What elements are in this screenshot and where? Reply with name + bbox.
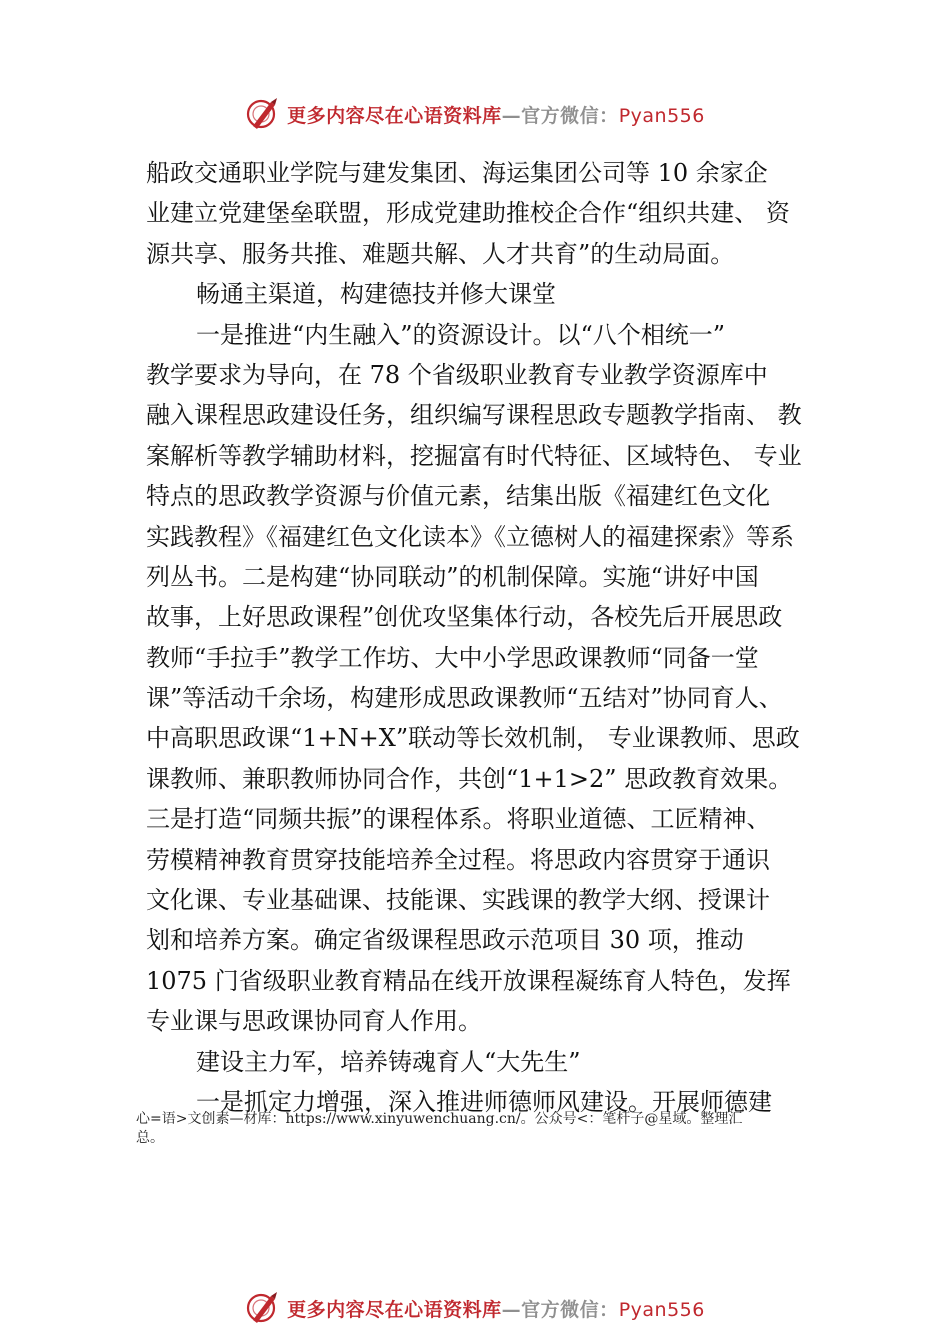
text-line: 文化课、专业基础课、技能课、实践课的教学大纲、授课计 xyxy=(146,886,770,915)
banner-main-text: 更多内容尽在心语资料库 xyxy=(287,1298,502,1321)
footer-line: 总。 xyxy=(136,1130,164,1146)
pen-logo-icon xyxy=(245,1290,281,1326)
banner-wechat-label: 官方微信： xyxy=(521,1298,619,1321)
pen-logo-icon xyxy=(245,96,281,132)
text-line: 特点的思政教学资源与价值元素，结集出版《福建红色文化 xyxy=(146,482,770,511)
section-heading: 建设主力军，培养铸魂育人“大先生” xyxy=(196,1047,581,1076)
text-line: 故事，上好思政课程”创优攻坚集体行动，各校先后开展思政 xyxy=(146,603,783,632)
banner-wechat-id: Pyan556 xyxy=(618,1298,705,1321)
page-footer xyxy=(136,1110,836,1148)
banner-text xyxy=(287,1295,705,1322)
banner-main-text: 更多内容尽在心语资料库 xyxy=(287,104,502,127)
text-line: 教师“手拉手”教学工作坊、大中小学思政课教师“同备一堂 xyxy=(146,643,759,672)
banner-text xyxy=(287,101,705,128)
text-line: 专业课与思政课协同育人作用。 xyxy=(146,1007,482,1036)
text-line: 一是抓定力增强，深入推进师德师风建设。开展师德建 xyxy=(196,1087,772,1116)
section-heading: 畅通主渠道，构建德技并修大课堂 xyxy=(196,280,556,309)
text-line: 源共享、服务共推、难题共解、人才共育”的生动局面。 xyxy=(146,239,735,268)
banner-wechat-label: 官方微信： xyxy=(521,104,619,127)
text-line: 1075 门省级职业教育精品在线开放课程凝练育人特色，发挥 xyxy=(146,966,791,995)
text-line: 劳模精神教育贯穿技能培养全过程。将思政内容贯穿于通识 xyxy=(146,845,770,874)
banner-wechat-id: Pyan556 xyxy=(618,104,705,127)
banner-separator: — xyxy=(501,104,522,127)
text-line: 教学要求为导向，在 78 个省级职业教育专业教学资源库中 xyxy=(146,360,768,389)
text-line: 实践教程》《福建红色文化读本》《立德树人的福建探索》等系 xyxy=(146,522,794,551)
document-body xyxy=(146,153,826,1122)
text-line: 三是打造“同频共振”的课程体系。将职业道德、工匠精神、 xyxy=(146,805,771,834)
text-line: 列丛书。二是构建“协同联动”的机制保障。实施“讲好中国 xyxy=(146,562,759,591)
text-line: 中高职思政课“1+N+X”联动等长效机制， 专业课教师、思政 xyxy=(146,724,800,753)
text-line: 一是推进“内生融入”的资源设计。以“八个相统一” xyxy=(196,320,726,349)
text-line: 课”等活动千余场，构建形成思政课教师“五结对”协同育人、 xyxy=(146,684,783,713)
footer-banner xyxy=(0,1288,950,1328)
text-line: 业建立党建堡垒联盟，形成党建助推校企合作“组织共建、 资 xyxy=(146,199,790,228)
text-line: 案解析等教学辅助材料，挖掘富有时代特征、区域特色、 专业 xyxy=(146,441,802,470)
banner-separator: — xyxy=(501,1298,522,1321)
text-line: 课教师、兼职教师协同合作，共创“1+1>2” 思政教育效果。 xyxy=(146,764,793,793)
footer-line: 心=语>文创素—材库：https://www.xinyuwenchuang.cn/。公众号<：笔杆子@星域。整理汇 xyxy=(136,1111,743,1127)
text-line: 融入课程思政建设任务，组织编写课程思政专题教学指南、 教 xyxy=(146,401,802,430)
header-banner xyxy=(0,94,950,134)
text-line: 划和培养方案。确定省级课程思政示范项目 30 项，推动 xyxy=(146,926,744,955)
text-line: 船政交通职业学院与建发集团、海运集团公司等 10 余家企 xyxy=(146,159,768,187)
